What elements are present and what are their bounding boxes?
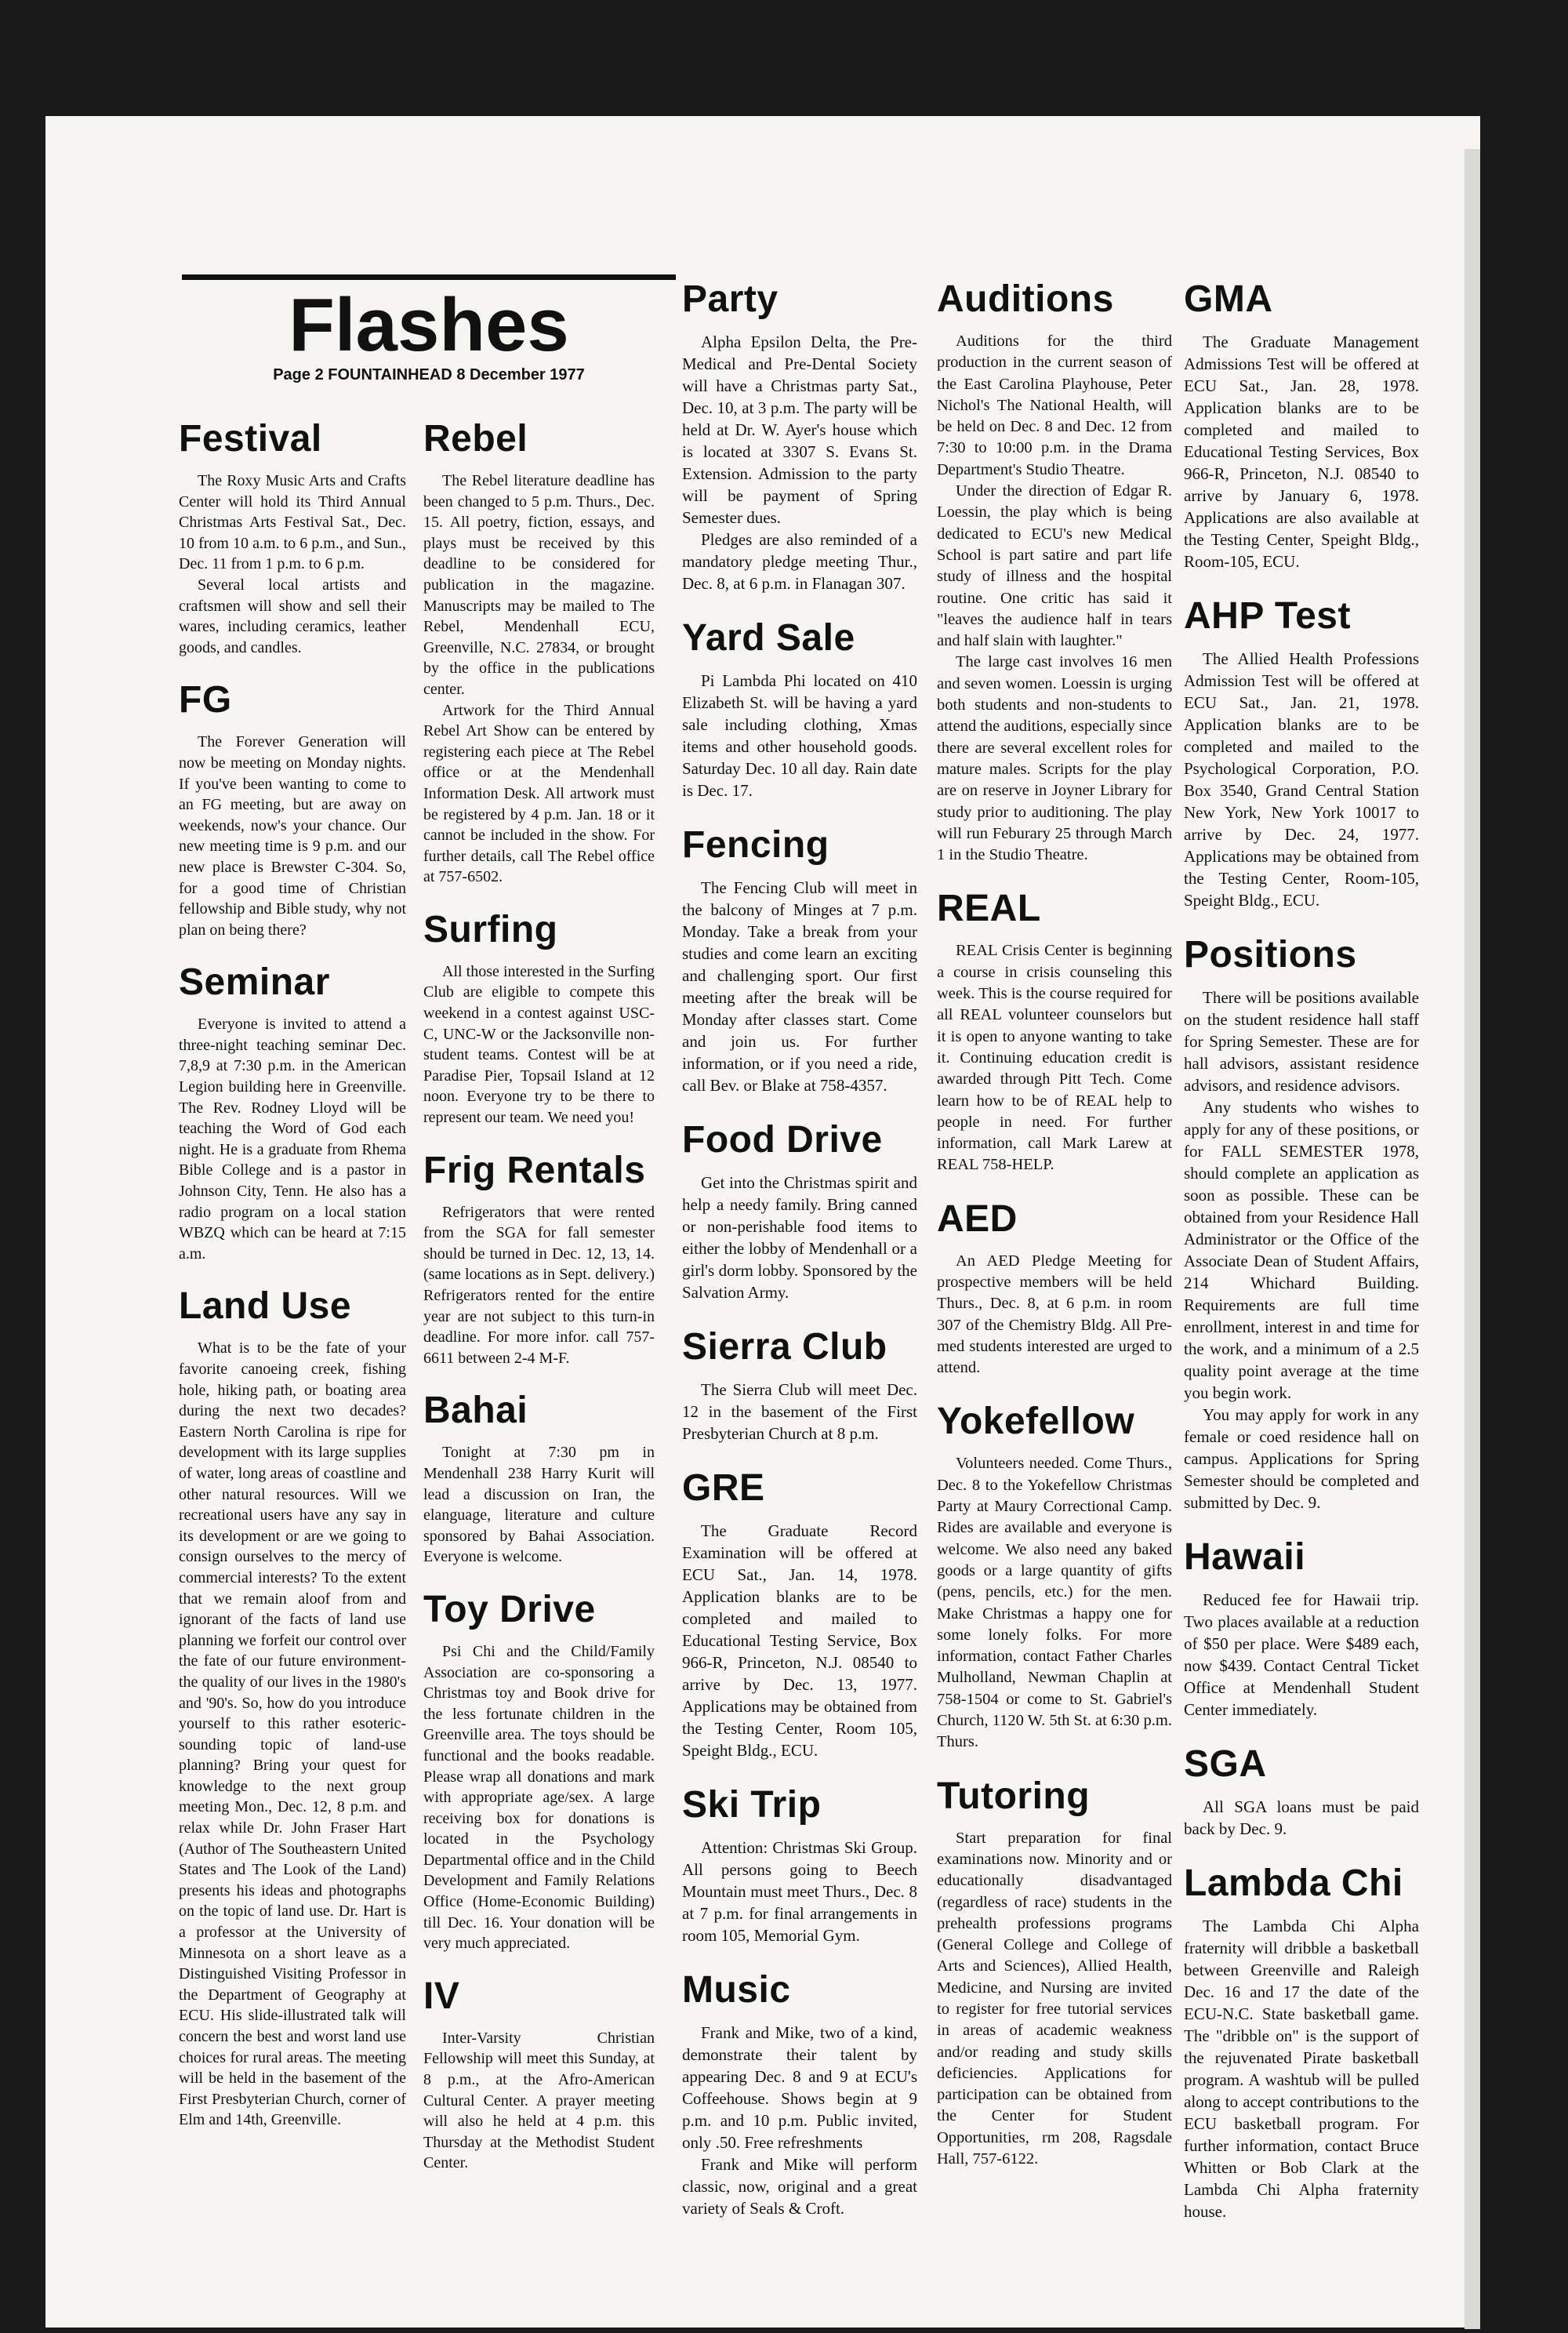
masthead-rule bbox=[182, 274, 676, 280]
item-paragraph: Volunteers needed. Come Thurs., Dec. 8 to the Yokefellow Christmas Party at Maury Correctional Camp. Rides are available and everyone is welcome. We also need any baked goods or a large quantity of gifts (pens, pencils, etc.) for the men. Make Christmas a happy one for some lonely folks. For more information, contact Father Charles Mulholland, Newman Chaplin at 758-1504 or come to St. Gabriel's Church, 1120 W. 5th St. at 6:30 p.m. Thurs. bbox=[937, 1455, 1172, 1751]
news-item bbox=[682, 1465, 917, 1761]
item-heading: Yokefellow bbox=[937, 1401, 1135, 1443]
news-item bbox=[1184, 1860, 1419, 2222]
news-item bbox=[179, 1283, 406, 2131]
item-heading: GMA bbox=[1184, 278, 1273, 320]
item-heading: Auditions bbox=[937, 278, 1114, 320]
item-paragraph: Frank and Mike will perform classic, now, original and a great variety of Seals & Croft. bbox=[682, 2155, 917, 2218]
item-heading: IV bbox=[423, 1975, 460, 2017]
item-paragraph: The Graduate Record Examination will be offered at ECU Sat., Jan. 14, 1978. Application blanks are to be completed and mailed to Educational Testing Service, Box 966-R, Princeton, N.J. 08540 to arrive by Dec. 13, 1977. Applications may be obtained from the Testing Center, Room 105, Speight Bldg., ECU. bbox=[682, 1521, 917, 1760]
item-heading: Frig Rentals bbox=[423, 1149, 646, 1191]
item-paragraph: All SGA loans must be paid back by Dec. 9. bbox=[1184, 1797, 1419, 1838]
column-2 bbox=[423, 416, 655, 2193]
item-heading: Lambda Chi bbox=[1184, 1862, 1403, 1904]
item-heading: Party bbox=[682, 278, 779, 320]
news-item bbox=[423, 1973, 655, 2174]
item-paragraph: Start preparation for final examinations now. Minority and or educationally disadvantaged (regardless of race) students in the prehealth professions programs (General College and College of Arts and Sciences), Allied Health, Medicine, and Nursing are invited to register for free tutorial services in areas of academic weakness and/or reading and study skills deficiencies. Applications for participation can be obtained from the Center for Student Opportunities, rm 208, Ragsdale Hall, 757-6122. bbox=[937, 1829, 1172, 2168]
item-paragraph: Tonight at 7:30 pm in Mendenhall 238 Harry Kurit will lead a discussion on Iran, the elanguage, literature and culture sponsored by Bahai Association. Everyone is welcome. bbox=[423, 1444, 655, 1566]
item-paragraph: You may apply for work in any female or coed residence hall on campus. Applications for Spring Semester should be completed and submitted by Dec. 9. bbox=[1184, 1405, 1419, 1512]
news-item bbox=[179, 959, 406, 1264]
item-paragraph: Inter-Varsity Christian Fellowship will meet this Sunday, at 8 p.m., at the Afro-American Cultural Center. A prayer meeting will also he held at 4 p.m. this Thursday at the Methodist Student Center. bbox=[423, 2029, 655, 2172]
item-heading: Land Use bbox=[179, 1285, 352, 1328]
item-heading: Food Drive bbox=[682, 1119, 883, 1161]
masthead bbox=[182, 274, 676, 384]
news-item bbox=[682, 1324, 917, 1444]
news-item bbox=[1184, 1534, 1419, 1721]
news-item bbox=[937, 1773, 1172, 2171]
news-item bbox=[1184, 932, 1419, 1514]
item-paragraph: The Sierra Club will meet Dec. 12 in the basement of the First Presbyterian Church at 8 p.m. bbox=[682, 1380, 917, 1443]
item-paragraph: The Lambda Chi Alpha fraternity will dribble a basketball between Greenville and Raleigh Dec. 16 and 17 the date of the ECU-N.C. State basketball game. The "dribble on" is the support of the rejuvenated Pirate basketball program. A washtub will be pulled along to accept contributions to the ECU basketball program. For further information, contact Bruce Whitten or Bob Clark at the Lambda Chi Alpha fraternity house. bbox=[1184, 1917, 1419, 2221]
item-paragraph: Under the direction of Edgar R. Loessin, the play which is being dedicated to ECU's new Medical School is part satire and part life study of illness and the hospital routine. One critic has said it "leaves the audience half in tears and half slain with laughter." bbox=[937, 482, 1172, 650]
item-paragraph: The Fencing Club will meet in the balcony of Minges at 7 p.m. Monday. Take a break from your studies and come learn an exciting and challenging sport. Our first meeting after the break will be Monday after classes start. Come and join us. For further information, or if you need a ride, call Bev. or Blake at 758-4357. bbox=[682, 878, 917, 1095]
item-heading: Bahai bbox=[423, 1390, 528, 1432]
news-item bbox=[423, 1387, 655, 1568]
item-paragraph: Auditions for the third production in the current season of the East Carolina Playhouse, Peter Nichol's The National Health, will be held on Dec. 8 and Dec. 12 from 7:30 to 10:00 p.m. in the Drama Department's Studio Theatre. bbox=[937, 333, 1172, 478]
item-heading: Yard Sale bbox=[682, 617, 855, 659]
news-item bbox=[179, 677, 406, 940]
news-item bbox=[682, 1967, 917, 2219]
item-heading: GRE bbox=[682, 1467, 765, 1509]
item-heading: Ski Trip bbox=[682, 1784, 822, 1826]
item-paragraph: What is to be the fate of your favorite canoeing creek, fishing hole, hiking path, or boating area during the next two decades? Eastern North Carolina is ripe for development with its large supplies of water, long areas of coastline and other natural resources. Will we recreational users have any say in its development or are we going to consign ourselves to the mercy of commercial interests? To the extent that we remain aloof from and ignorant of the facts of land use planning we forfeit our control over the fate of our future environment- the quality of our lives in the 1980's and '90's. So, how do you introduce yourself to this rather esoteric-sounding topic of land-use planning? Bring your quest for knowledge to the next group meeting Mon., Dec. 12, 8 p.m. and relax while Dr. John Fraser Hart (Author of The Southeastern United States and The Look of the Land) presents his ideas and photographs on the topic of land use. Dr. Hart is a professor at the University of Minnesota on a short leave as a Distinguished Visiting Professor in the Department of Geography at ECU. His slide-illustrated talk will concern the best and worst land use choices for rural areas. The meeting will be held in the basement of the First Presbyterian Church, corner of Elm and 14th, Greenville. bbox=[179, 1339, 406, 2129]
item-paragraph: Pledges are also reminded of a mandatory pledge meeting Thur., Dec. 8, at 6 p.m. in Flanagan 307. bbox=[682, 530, 917, 593]
news-item bbox=[682, 615, 917, 801]
item-paragraph: Psi Chi and the Child/Family Association are co-sponsoring a Christmas toy and Book drive for the less fortunate children in the Greenville area. The toys should be functional and the books readable. Please wrap all donations and mark with appropriate age/sex. A large receiving box for donations is located in the Psychology Departmental office and in the Child Development and Family Relations Office (Home-Economic Building) till Dec. 16. Your donation will be very much appreciated. bbox=[423, 1642, 655, 1953]
item-paragraph: The Forever Generation will now be meeting on Monday nights. If you've been wanting to come to an FG meeting, but are away on weekends, now's your chance. Our new meeting time is 9 p.m. and our new place is Brewster C-304. So, for a good time of Christian fellowship and Bible study, why not plan on being there? bbox=[179, 733, 406, 939]
item-paragraph: An AED Pledge Meeting for prospective members will be held Thurs., Dec. 8, at 6 p.m. in room 307 of the Chemistry Bldg. All Pre-med students interested are urged to attend. bbox=[937, 1252, 1172, 1377]
item-paragraph: There will be positions available on the student residence hall staff for Spring Semester. These are for hall advisors, assistant residence advisors, and residence advisors. bbox=[1184, 988, 1419, 1095]
item-paragraph: Frank and Mike, two of a kind, demonstrate their talent by appearing Dec. 8 and 9 at ECU's Coffeehouse. Shows begin at 9 p.m. and 10 p.m. Public invited, only .50. Free refreshments bbox=[682, 2023, 917, 2152]
item-heading: REAL bbox=[937, 888, 1041, 930]
item-paragraph: Get into the Christmas spirit and help a needy family. Bring canned or non-perishable food items to either the lobby of Mendenhall or a girl's dorm lobby. Sponsored by the Salvation Army. bbox=[682, 1173, 917, 1302]
item-heading: AED bbox=[937, 1197, 1018, 1240]
item-heading: Surfing bbox=[423, 908, 558, 950]
item-paragraph: Reduced fee for Hawaii trip. Two places available at a reduction of $50 per place. Were $489 each, now $439. Contact Central Ticket Office at Mendenhall Student Center immediately. bbox=[1184, 1590, 1419, 1719]
item-paragraph: Alpha Epsilon Delta, the Pre-Medical and Pre-Dental Society will have a Christmas party Sat., Dec. 10, at 3 p.m. The party will be held at Dr. W. Ayer's house which is located at 3307 S. Evans St. Extension. Admission to the party will be payment of Spring Semester dues. bbox=[682, 333, 917, 527]
item-paragraph: The Graduate Management Admissions Test will be offered at ECU Sat., Jan. 28, 1978. Application blanks are to be completed and mailed to Educational Testing Services, Box 966-R, Princeton, N.J. 08540 to arrive by January 6, 1978. Applications are also available at the Testing Center, Speight Bldg., Room-105, ECU. bbox=[1184, 333, 1419, 571]
item-paragraph: The large cast involves 16 men and seven women. Loessin is urging both students and non-students to attend the auditions, especially since there are several excellent roles for mature males. Scripts for the play are on reserve in Joyner Library for study prior to auditioning. The play will run Feburary 25 through March 1 in the Studio Theatre. bbox=[937, 653, 1173, 864]
item-heading: Tutoring bbox=[937, 1775, 1091, 1817]
column-4 bbox=[937, 276, 1172, 2189]
item-paragraph: Any students who wishes to apply for any of these positions, or for FALL SEMESTER 1978, should complete an application as soon as possible. These can be obtained from your Residence Hall Administrator or the Office of the Associate Dean of Student Affairs, 214 Whichard Building. Requirements are full time enrollment, interest in and time for the work, and a minimum of a 2.5 quality point average at the time you begin work. bbox=[1184, 1098, 1419, 1402]
item-heading: Rebel bbox=[423, 418, 528, 460]
news-item bbox=[937, 1196, 1172, 1379]
news-item bbox=[937, 885, 1172, 1176]
news-item bbox=[682, 1782, 917, 1946]
news-item bbox=[1184, 276, 1419, 572]
item-heading: FG bbox=[179, 679, 232, 721]
page-edge bbox=[1465, 149, 1480, 2329]
news-item bbox=[423, 1147, 655, 1369]
item-heading: AHP Test bbox=[1184, 595, 1351, 637]
item-heading: Toy Drive bbox=[423, 1588, 596, 1630]
column-5 bbox=[1184, 276, 1419, 2243]
item-paragraph: Attention: Christmas Ski Group. All persons going to Beech Mountain must meet Thurs., Dec. 8 at 7 p.m. for final arrangements in room 105, Memorial Gym. bbox=[682, 1838, 917, 1945]
item-heading: Seminar bbox=[179, 961, 330, 1004]
item-heading: Sierra Club bbox=[682, 1326, 887, 1368]
item-paragraph: REAL Crisis Center is beginning a course in crisis counseling this week. This is the course required for all REAL volunteer counselors but it is open to anyone wanting to take it. Continuing education credit is awarded through Pitt Tech. Come learn how to be of REAL help to people in need. For further information, call Mark Larew at REAL 758-HELP. bbox=[937, 942, 1172, 1174]
item-paragraph: Pi Lambda Phi located on 410 Elizabeth St. will be having a yard sale including clothing, Xmas items and other household goods. Saturday Dec. 10 all day. Rain date is Dec. 17. bbox=[682, 671, 917, 800]
news-item bbox=[682, 1117, 917, 1303]
item-heading: Hawaii bbox=[1184, 1536, 1306, 1578]
news-item bbox=[937, 276, 1172, 866]
item-heading: Music bbox=[682, 1969, 791, 2011]
column-3 bbox=[682, 276, 917, 2240]
item-paragraph: Artwork for the Third Annual Rebel Art Show can be entered by registering each piece at The Rebel office or at the Mendenhall Information Desk. All artwork must be registered by 4 p.m. Jan. 18 or it cannot be included in the show. For further details, call The Rebel office at 757-6502. bbox=[423, 701, 655, 886]
item-paragraph: Several local artists and craftsmen will show and sell their wares, including ceramics, leather goods, and candles. bbox=[179, 576, 406, 656]
news-item bbox=[682, 822, 917, 1096]
page-title: Flashes bbox=[289, 283, 569, 367]
news-item bbox=[1184, 1741, 1419, 1840]
item-paragraph: Refrigerators that were rented from the SGA for fall semester should be turned in Dec. 12, 13, 14. (same locations as in Sept. delivery.) Refrigerators rented for the entire year are not subject to this turn-in deadline. For more infor. call 757-6611 between 2-4 M-F. bbox=[423, 1203, 655, 1367]
item-paragraph: The Rebel literature deadline has been changed to 5 p.m. Thurs., Dec. 15. All poetry, fiction, essays, and plays must be received by this deadline to be considered for publication in the magazine. Manuscripts may be mailed to The Rebel, Mendenhall ECU, Greenville, N.C. 27834, or brought by the office in the publications center. bbox=[423, 472, 655, 698]
news-item bbox=[179, 416, 406, 658]
item-heading: Festival bbox=[179, 418, 322, 460]
news-item bbox=[423, 416, 655, 888]
item-paragraph: The Allied Health Professions Admission Test will be offered at ECU Sat., Jan. 21, 1978. Application blanks are to be completed and mailed to the Psychological Corporation, P.O. Box 3540, Grand Central Station New York, New York 10017 to arrive by Dec. 24, 1977. Applications may be obtained from the Testing Center, Room-105, Speight Bldg., ECU. bbox=[1184, 649, 1419, 910]
item-heading: Positions bbox=[1184, 934, 1357, 976]
item-paragraph: All those interested in the Surfing Club are eligible to compete this weekend in a contest against USC-C, UNC-W or the Jacksonville non-student teams. Contest will be at Paradise Pier, Topsail Island at 12 noon. Everyone try to be there to represent our team. We need you! bbox=[423, 962, 655, 1127]
news-item bbox=[1184, 593, 1419, 911]
news-item bbox=[682, 276, 917, 594]
item-heading: Fencing bbox=[682, 824, 829, 866]
news-item bbox=[423, 907, 655, 1128]
news-item bbox=[937, 1398, 1172, 1753]
item-paragraph: The Roxy Music Arts and Crafts Center will hold its Third Annual Christmas Arts Festival Sat., Dec. 10 from 10 a.m. to 6 p.m., and Sun., Dec. 11 from 1 p.m. to 6 p.m. bbox=[179, 472, 406, 573]
news-item bbox=[423, 1586, 655, 1954]
column-1 bbox=[179, 416, 406, 2149]
item-paragraph: Everyone is invited to attend a three-night teaching seminar Dec. 7,8,9 at 7:30 p.m. in the American Legion building here in Greenville. The Rev. Rodney Lloyd will be teaching the Word of God each night. He is a graduate from Rhema Bible College and is a pastor in Johnson City, Tenn. He also has a radio program on a local station WBZQ which can be heard at 7:15 a.m. bbox=[179, 1016, 406, 1263]
item-heading: SGA bbox=[1184, 1743, 1267, 1785]
dateline: Page 2 FOUNTAINHEAD 8 December 1977 bbox=[273, 366, 585, 383]
